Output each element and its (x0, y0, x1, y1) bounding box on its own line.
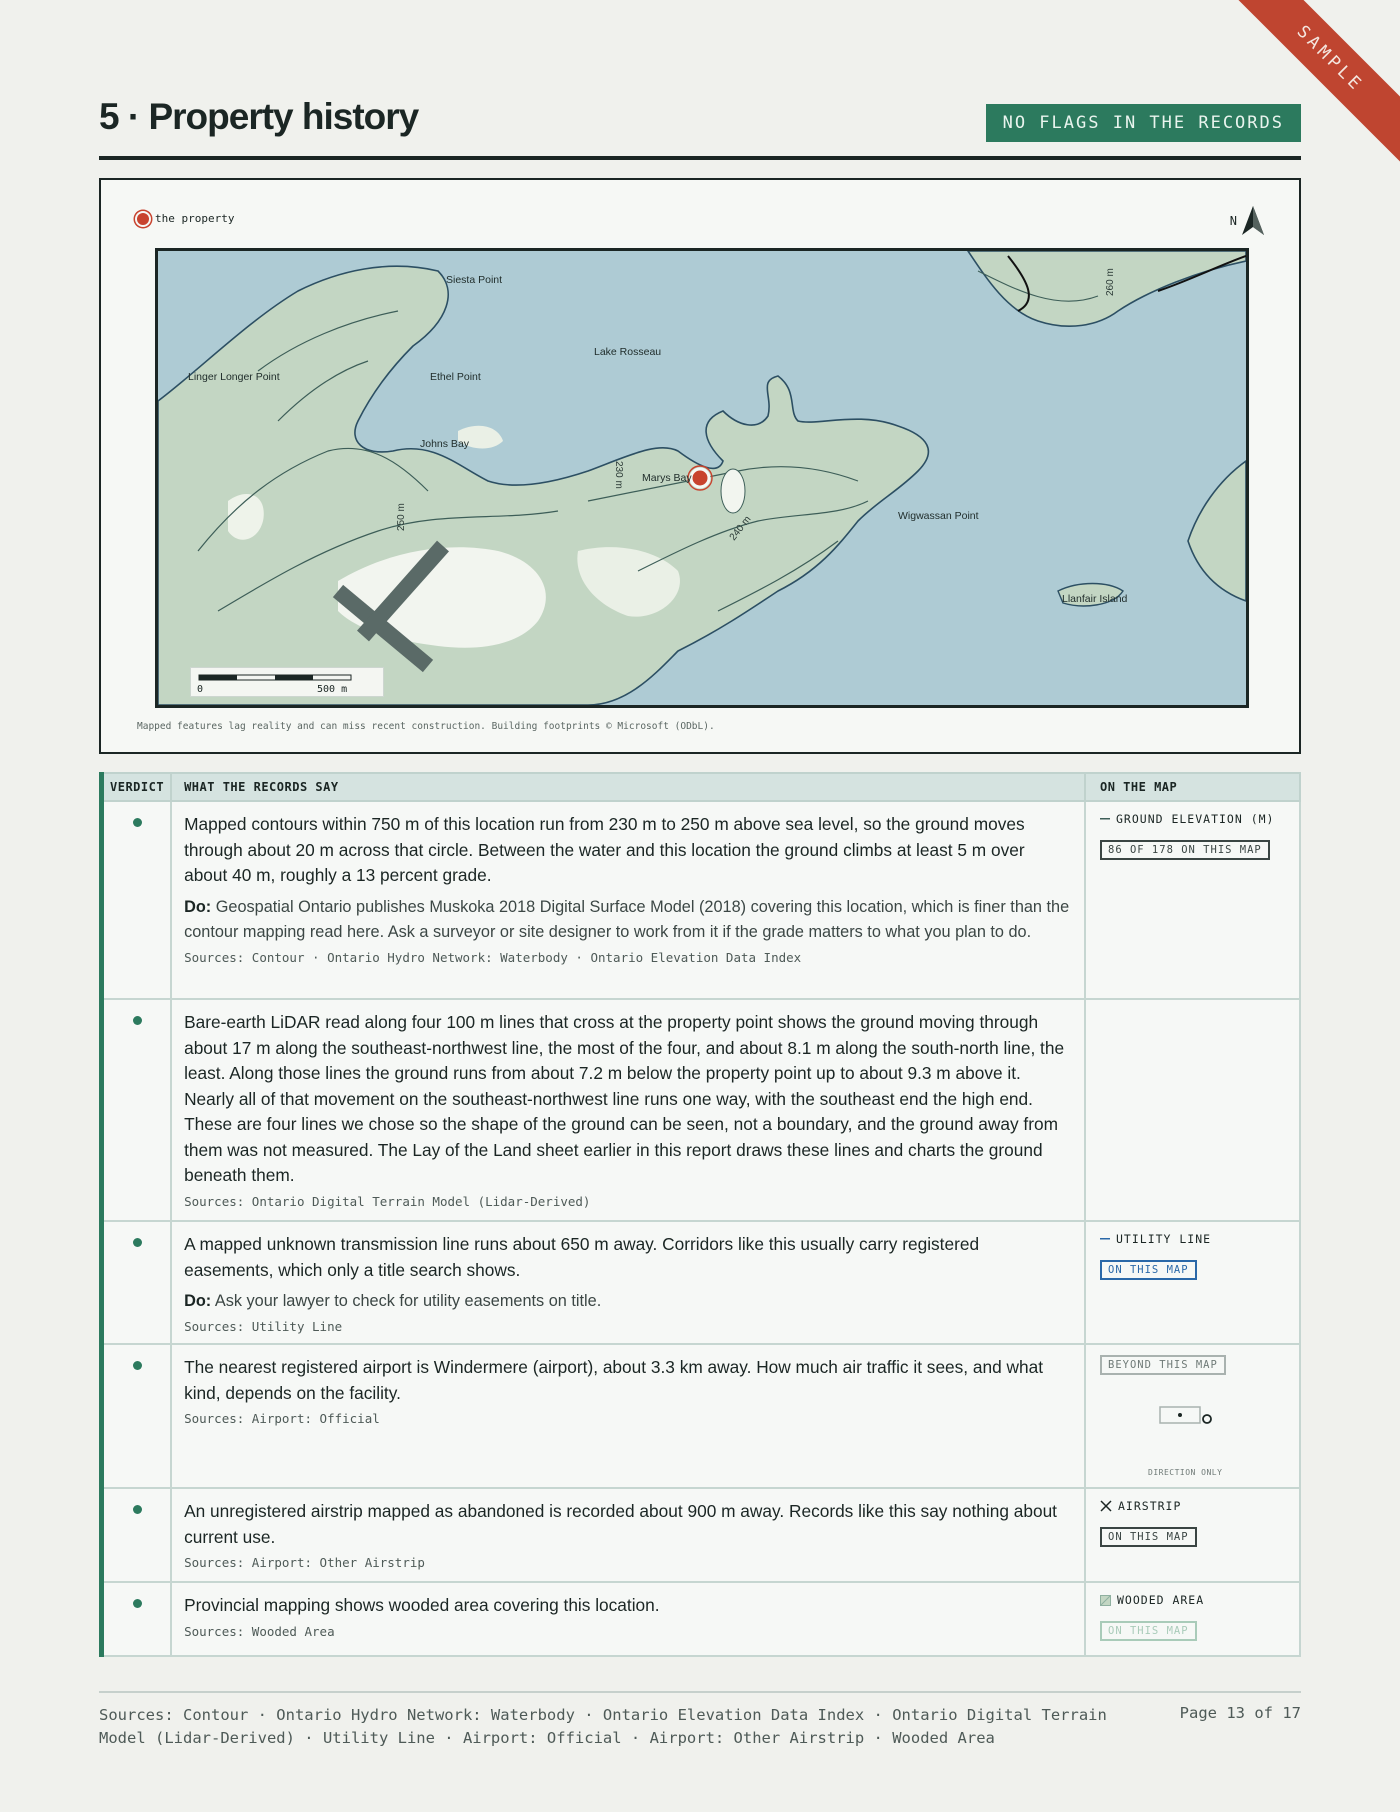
legend-label: the property (155, 212, 235, 225)
verdict-cell (102, 1488, 172, 1582)
label-marys-bay: Marys Bay (642, 472, 692, 484)
label-linger-longer-point: Linger Longer Point (188, 371, 280, 383)
contour-label-240: 240 m (727, 514, 754, 543)
verdict-dot-icon (133, 818, 142, 827)
verdict-dot-icon (133, 1238, 142, 1247)
map-key (1100, 812, 1285, 826)
direction-indicator-icon (1158, 1405, 1218, 1429)
do-text: Ask your lawyer to check for utility easements on title. (214, 1292, 602, 1310)
record-text: The nearest registered airport is Windermere (airport), about 3.3 km away. How much air traffic it sees, and what kind, depends on the facility. (184, 1357, 1044, 1403)
findings-table (99, 772, 1301, 1657)
map-chip: ON THIS MAP (1100, 1527, 1197, 1547)
map-key-label: AIRSTRIP (1118, 1499, 1182, 1513)
utility-line-icon (1100, 1238, 1110, 1240)
wooded-area-icon (1100, 1595, 1111, 1606)
map-key-cell (1085, 999, 1300, 1221)
map-key-label: WOODED AREA (1117, 1593, 1205, 1607)
table-row (102, 1344, 1301, 1488)
map-chip: 86 OF 178 ON THIS MAP (1100, 840, 1270, 860)
header-records: WHAT THE RECORDS SAY (171, 773, 1085, 801)
record-text: Mapped contours within 750 m of this location run from 230 m to 250 m above sea level, so the ground moves through about 20 m across that circle. Between the water and this location the ground climbs at least 5 m over about 40 m, roughly a 13 percent grade. (184, 814, 1025, 885)
north-arrow-icon (1241, 206, 1265, 236)
record-text: Bare-earth LiDAR read along four 100 m lines that cross at the property point shows the ground moving through about 17 m along the southeast-northwest line, the most of the four, and about 8.1 m along the south-north line, the least. Along those lines the ground runs from about 7.2 m below the property point up to about 9.3 m above it. Nearly all of that movement on the southeast-northwest line runs one way, with the southeast end the high end. These are four lines we chose so the shape of the ground can be seen, not a boundary, and the ground away from them was not measured. The Lay of the Land sheet earlier in this report draws these lines and charts the ground beneath them. (184, 1012, 1065, 1185)
page-title: 5 · Property history (99, 96, 419, 137)
table-row (102, 801, 1301, 999)
map-chip: ON THIS MAP (1100, 1621, 1197, 1641)
label-johns-bay: Johns Bay (420, 438, 470, 450)
verdict-dot-icon (133, 1505, 142, 1514)
verdict-cell (102, 1221, 172, 1344)
record-sources: Sources: Wooded Area (184, 1623, 335, 1639)
table-row (102, 1488, 1301, 1582)
north-label: N (1229, 214, 1237, 228)
label-lake-rosseau: Lake Rosseau (594, 346, 662, 358)
table-row (102, 1582, 1301, 1656)
record-cell (171, 1582, 1085, 1656)
footer-sources: Sources: Contour · Ontario Hydro Network: Waterbody · Ontario Elevation Data Index · Ontario Digital Terrain Model (Lidar-Derived) · Utility Line · Airport: Official · Airport: Other Airstrip · Wooded Area (99, 1706, 1107, 1747)
verdict-cell (102, 801, 172, 999)
map-legend (137, 212, 234, 225)
header-verdict: VERDICT (102, 773, 172, 801)
record-sources: Sources: Contour · Ontario Hydro Network: Waterbody · Ontario Elevation Data Index (184, 949, 802, 965)
map-key-label: GROUND ELEVATION (M) (1116, 812, 1275, 826)
map-key (1100, 1593, 1285, 1607)
property-marker-icon (137, 213, 149, 225)
scale-bar (190, 667, 384, 697)
map-key-cell (1085, 1582, 1300, 1656)
record-action (184, 895, 1072, 945)
contour-label-250: 250 m (396, 503, 407, 531)
map-chip: BEYOND THIS MAP (1100, 1355, 1226, 1375)
record-text: An unregistered airstrip mapped as abandoned is recorded about 900 m away. Records like this say nothing about current use. (184, 1501, 1057, 1547)
record-sources: Sources: Ontario Digital Terrain Model (Lidar-Derived) (184, 1193, 591, 1209)
table-row (102, 1221, 1301, 1344)
map-panel (99, 178, 1301, 754)
footer-divider (99, 1691, 1301, 1693)
label-siesta-point: Siesta Point (446, 274, 503, 286)
record-action (184, 1289, 1072, 1314)
label-llanfair-island: Llanfair Island (1062, 593, 1128, 605)
map-key-cell (1085, 1344, 1300, 1488)
do-text: Geospatial Ontario publishes Muskoka 2018 Digital Surface Model (2018) covering this location, which is finer than the contour mapping read here. Ask a surveyor or site designer to work from it if the grade matters to what you plan to do. (184, 897, 1070, 941)
header-map: ON THE MAP (1085, 773, 1300, 801)
record-text: A mapped unknown transmission line runs about 650 m away. Corridors like this usually carry registered easements, which only a title search shows. (184, 1234, 980, 1280)
map-canvas (158, 251, 1246, 705)
record-cell (171, 1221, 1085, 1344)
verdict-dot-icon (133, 1599, 142, 1608)
label-ethel-point: Ethel Point (430, 371, 481, 383)
map-key-cell (1085, 801, 1300, 999)
map-key (1100, 1499, 1285, 1513)
do-label: Do: (184, 897, 212, 916)
verdict-cell (102, 999, 172, 1221)
record-sources: Sources: Airport: Other Airstrip (184, 1555, 425, 1570)
map-key (1100, 1232, 1285, 1246)
record-sources: Sources: Airport: Official (184, 1411, 380, 1426)
record-text: Provincial mapping shows wooded area covering this location. (184, 1595, 660, 1615)
contour-label-260: 260 m (1105, 268, 1116, 296)
record-sources: Sources: Utility Line (184, 1319, 343, 1334)
verdict-cell (102, 1582, 172, 1656)
verdict-dot-icon (133, 1016, 142, 1025)
north-arrow (1230, 206, 1265, 236)
record-cell (171, 801, 1085, 999)
page-number: Page 13 of 17 (1179, 1704, 1301, 1722)
record-cell (171, 1344, 1085, 1488)
scale-end-label: 500 m (317, 684, 348, 695)
map-key-cell (1085, 1221, 1300, 1344)
record-cell (171, 999, 1085, 1221)
record-cell (171, 1488, 1085, 1582)
scale-bar-graphic (191, 668, 383, 696)
contour-label-230: 230 m (613, 461, 624, 489)
verdict-cell (102, 1344, 172, 1488)
map-key-label: UTILITY LINE (1116, 1232, 1212, 1246)
airstrip-cross-icon (1100, 1500, 1112, 1512)
status-badge: NO FLAGS IN THE RECORDS (986, 104, 1301, 142)
verdict-dot-icon (133, 1361, 142, 1370)
direction-only-note: DIRECTION ONLY (1148, 1468, 1223, 1477)
contour-line-icon (1100, 818, 1110, 820)
scale-start-label: 0 (197, 684, 204, 695)
label-wigwassan-point: Wigwassan Point (898, 510, 979, 522)
property-map[interactable] (155, 248, 1249, 708)
sample-ribbon: SAMPLE (1210, 0, 1400, 181)
map-note: Mapped features lag reality and can miss recent construction. Building footprints © Microsoft (ODbL). (137, 721, 715, 732)
section-header (99, 92, 1301, 160)
map-key-cell (1085, 1488, 1300, 1582)
map-chip: ON THIS MAP (1100, 1260, 1197, 1280)
do-label: Do: (184, 1292, 212, 1310)
table-row (102, 999, 1301, 1221)
